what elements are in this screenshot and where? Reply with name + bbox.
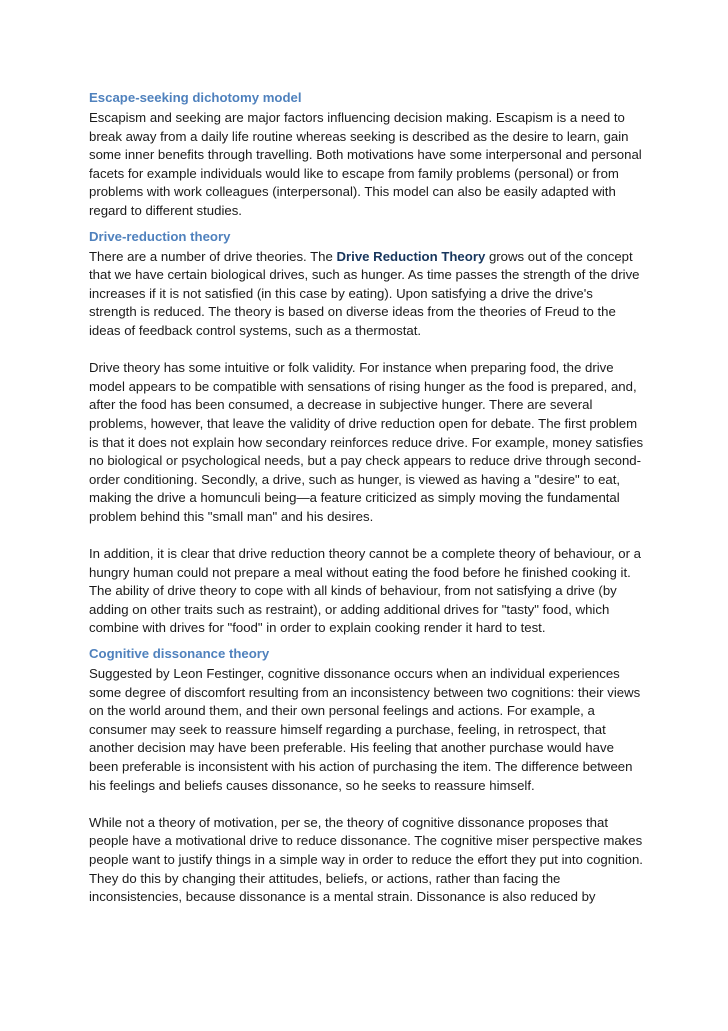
paragraph-text: grows out of the concept that we have certain biological drives, such as hunger. As time passes the strength of the drive increases if it is not satisfied (in this case by eating). Upon satisfying a drive the drive's strength is reduced. The theory is based on diverse ideas from the theories of Freud to the ideas of feedback control systems, such as a thermostat. <box>89 248 640 338</box>
section-heading: Escape-seeking dichotomy model <box>89 90 302 105</box>
section-escape-seeking <box>89 89 644 221</box>
paragraph: While not a theory of motivation, per se, the theory of cognitive dissonance proposes that people have a motivational drive to reduce dissonance. The cognitive miser perspective makes people want to justify things in a simple way in order to reduce the effort they put into cognition. They do this by changing their attitudes, beliefs, or actions, rather than facing the inconsistencies, because dissonance is a mental strain. Dissonance is also reduced by <box>89 814 643 905</box>
section-heading: Drive-reduction theory <box>89 228 231 244</box>
section-cognitive-dissonance <box>89 645 644 907</box>
section-drive-reduction <box>89 228 644 638</box>
paragraph: Escapism and seeking are major factors influencing decision making. Escapism is a need to break away from a daily life routine whereas seeking is described as the desire to learn, gain some inner benefits through travelling. Both motivations have some interpersonal and personal facets for example individuals would like to escape from family problems (personal) or from problems with work colleagues (interpersonal). This model can also be easily adapted with regard to different studies. <box>89 110 642 218</box>
paragraph: In addition, it is clear that drive reduction theory cannot be a complete theory of behaviour, or a hungry human could not prepare a meal without eating the food before he finished cooking it. The ability of drive theory to cope with all kinds of behaviour, from not satisfying a drive (by adding on other traits such as restraint), or adding additional drives for "tasty" food, which combine with drives for "food" in order to explain cooking render it hard to test. <box>89 546 642 636</box>
paragraph <box>89 248 644 341</box>
drive-reduction-theory-link[interactable]: Drive Reduction Theory <box>336 248 486 264</box>
paragraph-text: There are a number of drive theories. The <box>89 248 337 264</box>
section-heading: Cognitive dissonance theory <box>89 646 270 662</box>
paragraph: Suggested by Leon Festinger, cognitive dissonance occurs when an individual experiences some degree of discomfort resulting from an inconsistency between two cognitions: their views on the world around them, and their own personal feelings and actions. For example, a consumer may seek to reassure himself regarding a purchase, feeling, in retrospect, that another decision may have been preferable. His feeling that another purchase would have been preferable is inconsistent with his action of purchasing the item. The difference between his feelings and beliefs causes dissonance, so he seeks to reassure himself. <box>89 666 641 793</box>
paragraph: Drive theory has some intuitive or folk validity. For instance when preparing food, the drive model appears to be compatible with sensations of rising hunger as the food is prepared, and, after the food has been consumed, a decrease in subjective hunger. There are several problems, however, that leave the validity of drive reduction open for debate. The first problem is that it does not explain how secondary reinforces reduce drive. For example, money satisfies no biological or psychological needs, but a pay check appears to reduce drive through second-order conditioning. Secondly, a drive, such as hunger, is viewed as having a "desire" to eat, making the drive a homunculi being—a feature criticized as simply moving the fundamental problem behind this "small man" and his desires. <box>89 360 644 524</box>
